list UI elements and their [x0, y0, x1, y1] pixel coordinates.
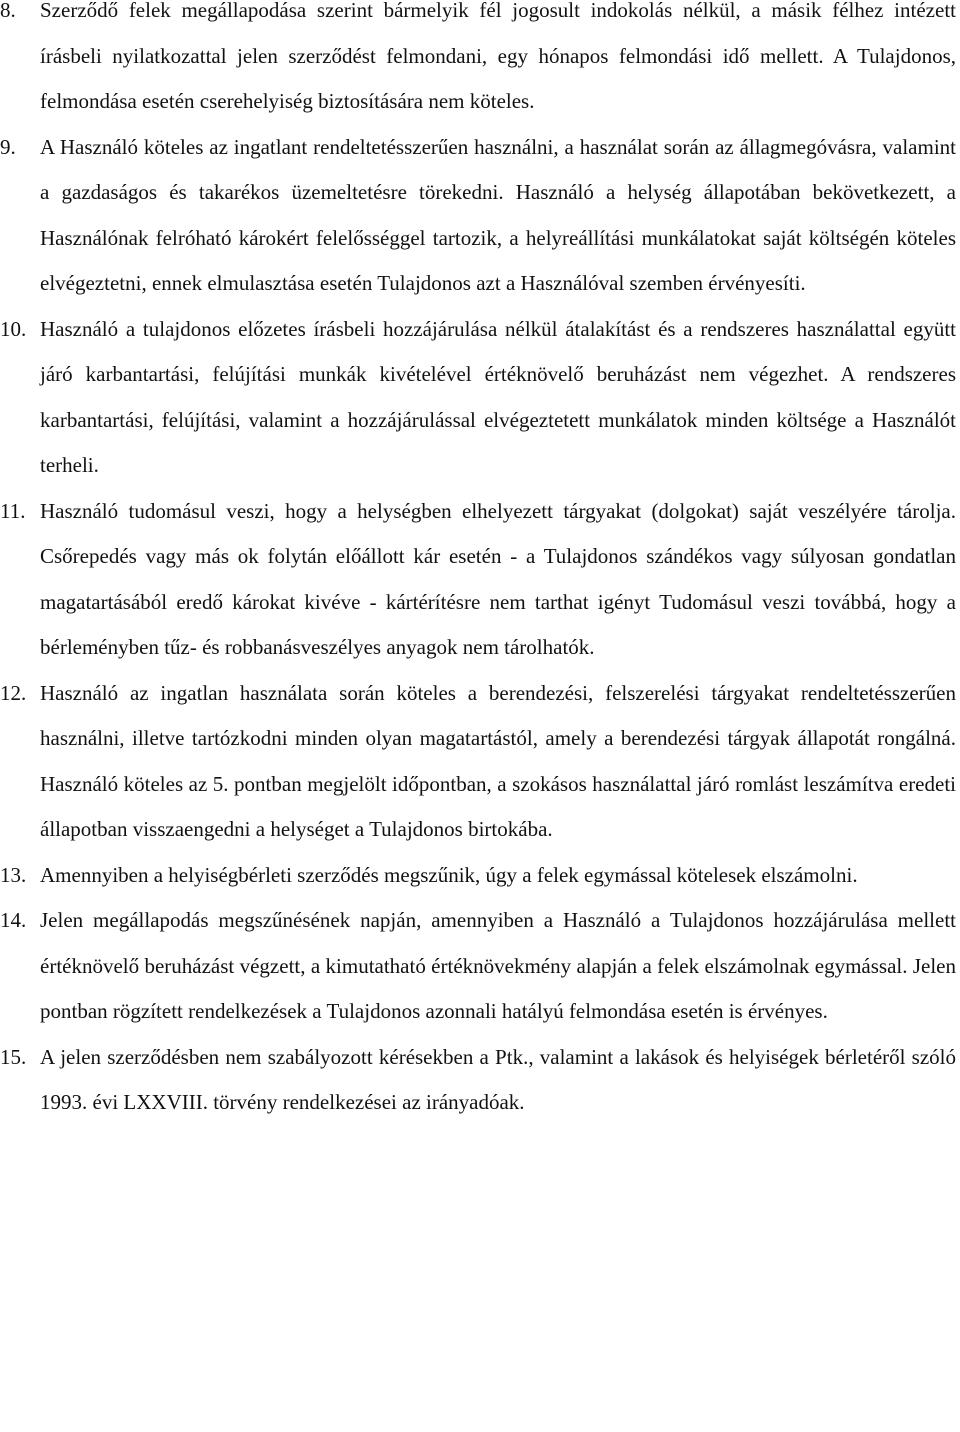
clause-text: Jelen megállapodás megszűnésének napján, amennyiben a Használó a Tulajdonos hozzájárulása mellett értéknövelő beruházást végzett, a kimutatható értéknövekmény alapján a felek elszámolnak egymással. Jelen pontban rögzített rendelkezések a Tulajdonos azonnali hatályú felmondása esetén is érvényes.	[40, 908, 956, 1023]
clause-number: 12.	[0, 680, 27, 705]
clause-14	[0, 898, 960, 1035]
clause-text: Szerződő felek megállapodása szerint bármelyik fél jogosult indokolás nélkül, a másik félhez intézett írásbeli nyilatkozattal jelen szerződést felmondani, egy hónapos felmondási idő mellett. A Tulajdonos, felmondása esetén cserehelyiség biztosítására nem köteles.	[40, 0, 956, 113]
clause-9	[0, 125, 960, 307]
clause-text: Amennyiben a helyiségbérleti szerződés megszűnik, úgy a felek egymással kötelesek elszámolni.	[40, 862, 858, 887]
clause-15	[0, 1035, 960, 1126]
clause-number: 15.	[0, 1044, 27, 1069]
clause-13	[0, 853, 960, 899]
clause-text: Használó tudomásul veszi, hogy a helységben elhelyezett tárgyakat (dolgokat) saját veszélyére tárolja. Csőrepedés vagy más ok folytán előállott kár esetén - a Tulajdonos szándékos vagy súlyosan gondatlan magatartásából eredő károkat kivéve - kártérítésre nem tarthat igényt Tudomásul veszi továbbá, hogy a bérleményben tűz- és robbanásveszélyes anyagok nem tárolhatók.	[40, 498, 956, 659]
clause-text: Használó az ingatlan használata során köteles a berendezési, felszerelési tárgyakat rendeltetésszerűen használni, illetve tartózkodni minden olyan magatartástól, amely a berendezési tárgyak állapotát rongálná. Használó köteles az 5. pontban megjelölt időpontban, a szokásos használattal járó romlást leszámítva eredeti állapotban visszaengedni a helységet a Tulajdonos birtokába.	[40, 680, 956, 841]
clause-11	[0, 489, 960, 671]
clause-number: 14.	[0, 908, 27, 932]
clause-text: A Használó köteles az ingatlant rendeltetésszerűen használni, a használat során az állagmegóvásra, valamint a gazdaságos és takarékos üzemeltetésre törekedni. Használó a helység állapotában bekövetkezett, a Használónak felróható károkért felelősséggel tartozik, a helyreállítási munkálatokat saját költségén köteles elvégeztetni, ennek elmulasztása esetén Tulajdonos azt a Használóval szemben érvényesíti.	[40, 134, 956, 295]
clause-number: 10.	[0, 316, 27, 341]
clause-number: 8.	[0, 0, 16, 22]
clause-number: 13.	[0, 862, 27, 887]
clause-12	[0, 671, 960, 853]
clause-8	[0, 0, 960, 125]
clause-text: A jelen szerződésben nem szabályozott kérésekben a Ptk., valamint a lakások és helyiségek bérletéről szóló 1993. évi LXXVIII. törvény rendelkezései az irányadóak.	[40, 1044, 956, 1114]
clause-number: 9.	[0, 134, 16, 159]
clause-10	[0, 307, 960, 489]
clause-text: Használó a tulajdonos előzetes írásbeli hozzájárulása nélkül átalakítást és a rendszeres használattal együtt járó karbantartási, felújítási munkák kivételével értéknövelő beruházást nem végezhet. A rendszeres karbantartási, felújítási, valamint a hozzájárulással elvégeztetett munkálatok minden költsége a Használót terheli.	[40, 316, 956, 477]
clause-number: 11.	[0, 498, 26, 523]
